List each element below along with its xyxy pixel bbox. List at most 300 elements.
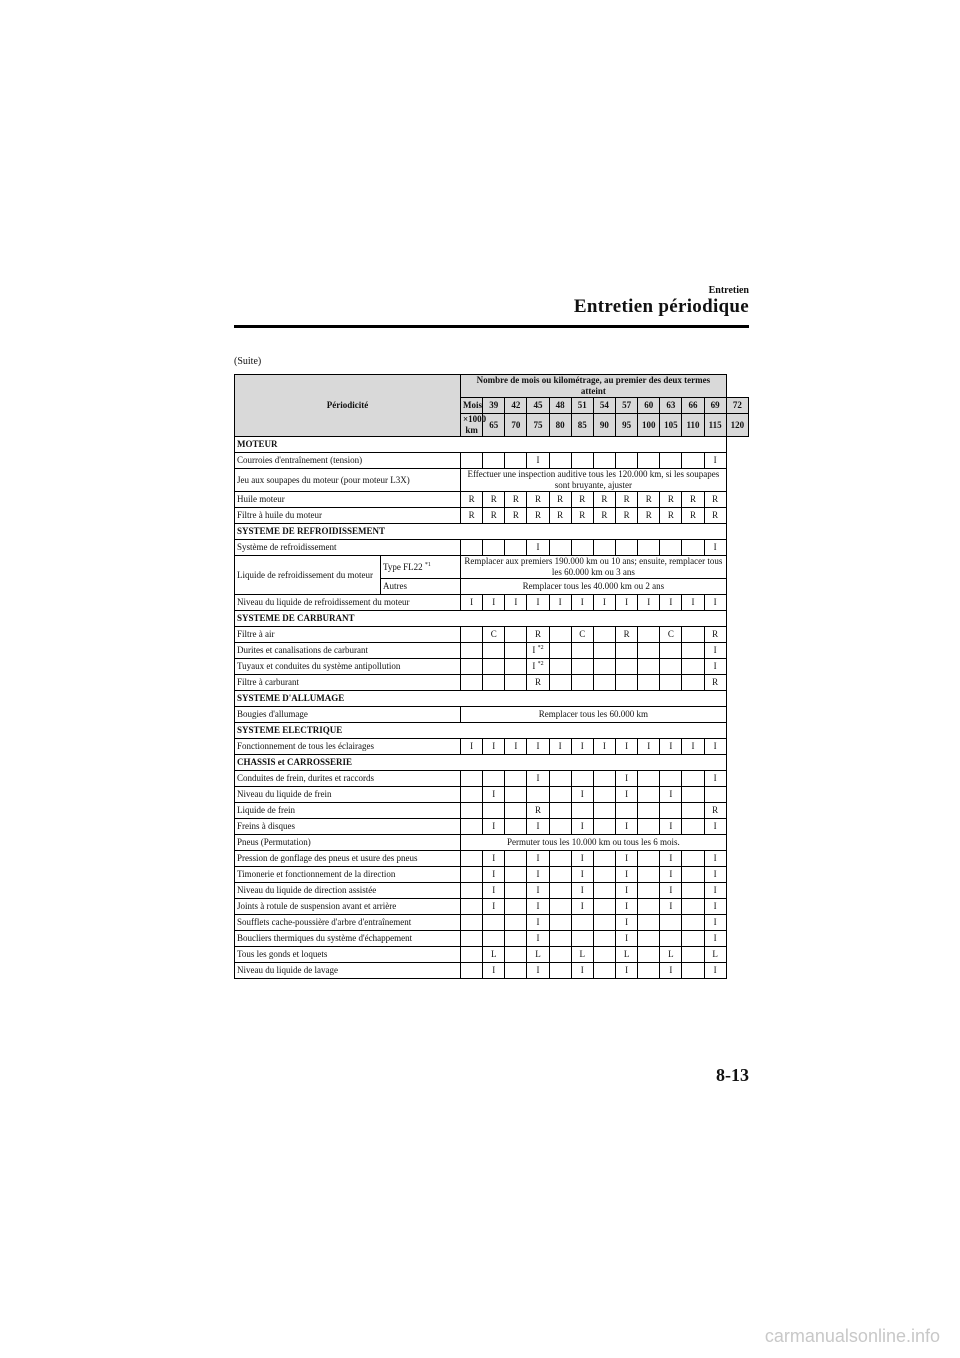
schedule-cell: [660, 931, 682, 947]
schedule-cell: [616, 627, 638, 643]
schedule-cell: [638, 739, 660, 755]
schedule-value: I: [625, 869, 629, 879]
schedule-cell: [483, 595, 505, 611]
schedule-value: I: [669, 869, 673, 879]
schedule-value: I: [713, 965, 717, 975]
item-label: Pression de gonflage des pneus et usure des pneus: [235, 851, 461, 867]
schedule-value: I: [492, 853, 496, 863]
item-label: Liquide de frein: [235, 803, 461, 819]
km-value: 70: [505, 414, 527, 437]
schedule-value: I: [492, 885, 496, 895]
schedule-value: I: [669, 741, 673, 751]
item-label: Filtre à air: [235, 627, 461, 643]
schedule-value: I: [713, 933, 717, 943]
table-row: [235, 915, 749, 931]
sub-type-label: [381, 556, 461, 579]
schedule-cell: [461, 508, 483, 524]
schedule-cell: [461, 453, 483, 469]
schedule-cell: [527, 787, 549, 803]
schedule-cell: [704, 595, 726, 611]
table-row: [235, 643, 749, 659]
schedule-value: I: [669, 965, 673, 975]
schedule-value: R: [667, 510, 674, 520]
schedule-value: I: [470, 741, 474, 751]
schedule-cell: [638, 492, 660, 508]
schedule-cell: [682, 739, 704, 755]
schedule-cell: [660, 867, 682, 883]
schedule-cell: [461, 771, 483, 787]
schedule-value: L: [668, 949, 674, 959]
schedule-cell: [638, 931, 660, 947]
schedule-cell: [704, 453, 726, 469]
schedule-value: I: [602, 741, 606, 751]
month-value: 54: [593, 398, 615, 414]
item-label: Niveau du liquide de refroidissement du moteur: [235, 595, 461, 611]
schedule-cell: [638, 540, 660, 556]
schedule-value: I: [625, 597, 629, 607]
schedule-cell: [527, 803, 549, 819]
schedule-cell: [616, 867, 638, 883]
schedule-value: R: [579, 494, 586, 504]
section-title: SYSTEME DE REFROIDISSEMENT: [235, 524, 727, 540]
schedule-cell: [593, 643, 615, 659]
schedule-cell: [461, 540, 483, 556]
schedule-value: R: [535, 494, 542, 504]
schedule-value: I: [669, 789, 673, 799]
km-value: 90: [593, 414, 615, 437]
schedule-cell: [704, 867, 726, 883]
section-row: [235, 691, 749, 707]
schedule-cell: [483, 931, 505, 947]
schedule-cell: [660, 899, 682, 915]
schedule-cell: [527, 771, 549, 787]
table-row: [235, 659, 749, 675]
month-value: 72: [726, 398, 748, 414]
schedule-cell: [571, 739, 593, 755]
schedule-cell: [616, 595, 638, 611]
schedule-cell: [638, 508, 660, 524]
item-label: Timonerie et fonctionnement de la direction: [235, 867, 461, 883]
schedule-cell: [616, 899, 638, 915]
schedule-cell: [505, 931, 527, 947]
schedule-cell: [505, 899, 527, 915]
schedule-value: I: [625, 917, 629, 927]
schedule-cell: [660, 508, 682, 524]
schedule-cell: [660, 643, 682, 659]
schedule-cell: [638, 787, 660, 803]
schedule-value: I: [580, 789, 584, 799]
schedule-cell: [638, 851, 660, 867]
schedule-cell: [682, 659, 704, 675]
schedule-cell: [505, 659, 527, 675]
item-label: Système de refroidissement: [235, 540, 461, 556]
schedule-cell: [461, 963, 483, 979]
schedule-cell: [704, 508, 726, 524]
schedule-value: I: [647, 741, 651, 751]
schedule-cell: [571, 595, 593, 611]
month-value: 45: [527, 398, 549, 414]
schedule-cell: [549, 819, 571, 835]
table-row: [235, 556, 749, 579]
schedule-cell: [549, 915, 571, 931]
schedule-cell: [571, 851, 593, 867]
schedule-value: I: [580, 853, 584, 863]
schedule-value: I: [713, 741, 717, 751]
schedule-cell: [660, 883, 682, 899]
schedule-value: I: [713, 917, 717, 927]
schedule-value: I: [580, 965, 584, 975]
schedule-value: R: [689, 494, 696, 504]
table-row: [235, 883, 749, 899]
schedule-cell: [682, 627, 704, 643]
schedule-cell: [682, 947, 704, 963]
schedule-value: I: [492, 741, 496, 751]
schedule-cell: [505, 595, 527, 611]
schedule-value: I: [536, 965, 540, 975]
schedule-cell: [505, 947, 527, 963]
schedule-cell: [549, 867, 571, 883]
schedule-cell: [461, 931, 483, 947]
item-label: Tuyaux et conduites du système antipollution: [235, 659, 461, 675]
schedule-value: I: [625, 901, 629, 911]
schedule-value: I: [580, 821, 584, 831]
schedule-value: R: [579, 510, 586, 520]
schedule-cell: [682, 963, 704, 979]
schedule-cell: [505, 492, 527, 508]
schedule-value: I: [514, 597, 518, 607]
schedule-cell: [682, 492, 704, 508]
schedule-value: R: [712, 629, 719, 639]
item-label: Conduites de frein, durites et raccords: [235, 771, 461, 787]
schedule-value: R: [623, 494, 630, 504]
schedule-cell: [549, 771, 571, 787]
schedule-value: I: [713, 645, 717, 655]
schedule-cell: [527, 931, 549, 947]
schedule-cell: [616, 771, 638, 787]
schedule-cell: [638, 595, 660, 611]
schedule-cell: [593, 883, 615, 899]
table-row: [235, 595, 749, 611]
schedule-cell: [682, 803, 704, 819]
schedule-value: I: [713, 869, 717, 879]
schedule-cell: [660, 659, 682, 675]
schedule-value: I: [625, 853, 629, 863]
table-row: [235, 453, 749, 469]
item-label: Filtre à carburant: [235, 675, 461, 691]
schedule-cell: [527, 643, 549, 659]
schedule-cell: [505, 643, 527, 659]
schedule-cell: [682, 787, 704, 803]
schedule-cell: [483, 771, 505, 787]
section-row: [235, 611, 749, 627]
schedule-cell: [593, 771, 615, 787]
schedule-value: R: [535, 629, 542, 639]
schedule-cell: [571, 819, 593, 835]
schedule-cell: [660, 595, 682, 611]
schedule-cell: [505, 787, 527, 803]
table-row: [235, 787, 749, 803]
schedule-value: I: [713, 853, 717, 863]
km-value: 115: [704, 414, 726, 437]
schedule-cell: [527, 492, 549, 508]
schedule-cell: [483, 739, 505, 755]
schedule-value: R: [645, 494, 652, 504]
schedule-value: R: [512, 510, 519, 520]
schedule-value: L: [535, 949, 541, 959]
schedule-value: I: [536, 933, 540, 943]
schedule-value: I: [713, 885, 717, 895]
schedule-cell: [638, 819, 660, 835]
schedule-cell: [571, 659, 593, 675]
schedule-cell: [461, 643, 483, 659]
schedule-cell: [660, 915, 682, 931]
footnote-ref: *2: [537, 645, 544, 651]
item-label: Joints à rotule de suspension avant et arrière: [235, 899, 461, 915]
schedule-cell: [461, 947, 483, 963]
table-row: [235, 819, 749, 835]
section-row: [235, 723, 749, 739]
item-label: Niveau du liquide de lavage: [235, 963, 461, 979]
schedule-cell: [682, 899, 704, 915]
table-row: [235, 803, 749, 819]
schedule-cell: [505, 883, 527, 899]
schedule-cell: [638, 453, 660, 469]
schedule-value: I: [580, 885, 584, 895]
schedule-cell: [704, 659, 726, 675]
schedule-cell: [549, 492, 571, 508]
schedule-cell: [682, 851, 704, 867]
schedule-cell: [616, 659, 638, 675]
schedule-value: R: [468, 510, 475, 520]
schedule-value: I: [536, 821, 540, 831]
schedule-cell: [704, 851, 726, 867]
schedule-cell: [571, 627, 593, 643]
schedule-cell: [682, 540, 704, 556]
schedule-value: I: [492, 597, 496, 607]
schedule-cell: [704, 540, 726, 556]
schedule-cell: [483, 883, 505, 899]
schedule-cell: [704, 883, 726, 899]
maintenance-schedule-table: [234, 374, 749, 979]
schedule-cell: [593, 851, 615, 867]
schedule-value: I: [713, 542, 717, 552]
schedule-cell: [593, 540, 615, 556]
schedule-value: I: [669, 901, 673, 911]
table-row: [235, 739, 749, 755]
schedule-cell: [549, 947, 571, 963]
schedule-value: C: [490, 629, 497, 639]
schedule-cell: [549, 453, 571, 469]
schedule-cell: [571, 963, 593, 979]
schedule-value: I: [492, 821, 496, 831]
schedule-cell: [660, 963, 682, 979]
schedule-cell: [483, 508, 505, 524]
schedule-value: R: [712, 510, 719, 520]
schedule-cell: [505, 771, 527, 787]
schedule-value: L: [490, 949, 497, 959]
schedule-cell: [682, 643, 704, 659]
table-row: [235, 675, 749, 691]
table-row: [235, 867, 749, 883]
schedule-cell: [461, 659, 483, 675]
table-row: [235, 508, 749, 524]
schedule-cell: [527, 915, 549, 931]
schedule-value: I: [532, 645, 536, 655]
schedule-cell: [682, 915, 704, 931]
schedule-cell: [549, 883, 571, 899]
schedule-value: I: [669, 885, 673, 895]
schedule-cell: [593, 595, 615, 611]
schedule-cell: [704, 931, 726, 947]
schedule-cell: [483, 915, 505, 931]
schedule-cell: [483, 947, 505, 963]
interval-text: Remplacer tous les 60.000 km: [461, 707, 727, 723]
schedule-cell: [549, 659, 571, 675]
schedule-value: C: [667, 629, 674, 639]
schedule-cell: [571, 899, 593, 915]
schedule-cell: [660, 771, 682, 787]
schedule-value: I: [532, 661, 536, 671]
schedule-cell: [527, 947, 549, 963]
sub-type-text: Autres: [383, 581, 407, 591]
schedule-cell: [527, 899, 549, 915]
schedule-cell: [638, 915, 660, 931]
schedule-cell: [660, 819, 682, 835]
km-value: 105: [660, 414, 682, 437]
km-value: 65: [483, 414, 505, 437]
schedule-cell: [505, 627, 527, 643]
schedule-value: I: [713, 455, 717, 465]
section-row: [235, 755, 749, 771]
maintenance-table-container: [234, 374, 749, 979]
schedule-cell: [638, 627, 660, 643]
schedule-cell: [638, 675, 660, 691]
schedule-cell: [571, 453, 593, 469]
schedule-cell: [483, 963, 505, 979]
schedule-cell: [593, 867, 615, 883]
interval-text: Effectuer une inspection auditive tous les 120.000 km, si les soupapes sont bruyante, ajuster: [461, 469, 727, 492]
schedule-cell: [616, 851, 638, 867]
schedule-value: R: [557, 510, 564, 520]
schedule-cell: [527, 867, 549, 883]
schedule-value: I: [536, 741, 540, 751]
schedule-value: I: [625, 821, 629, 831]
interval-text: Permuter tous les 10.000 km ou tous les 6 mois.: [461, 835, 727, 851]
schedule-cell: [549, 851, 571, 867]
schedule-value: I: [691, 741, 695, 751]
schedule-cell: [549, 675, 571, 691]
section-title: SYSTEME D'ALLUMAGE: [235, 691, 727, 707]
schedule-cell: [505, 540, 527, 556]
schedule-cell: [616, 915, 638, 931]
schedule-value: I: [625, 773, 629, 783]
schedule-cell: [616, 883, 638, 899]
schedule-cell: [571, 867, 593, 883]
schedule-cell: [505, 675, 527, 691]
schedule-cell: [483, 659, 505, 675]
schedule-cell: [571, 643, 593, 659]
schedule-cell: [638, 643, 660, 659]
schedule-cell: [593, 787, 615, 803]
month-value: 66: [682, 398, 704, 414]
section-title: SYSTEME ELECTRIQUE: [235, 723, 727, 739]
item-label: Liquide de refroidissement du moteur: [235, 556, 381, 595]
schedule-value: I: [713, 821, 717, 831]
schedule-cell: [616, 739, 638, 755]
schedule-cell: [593, 739, 615, 755]
schedule-cell: [704, 787, 726, 803]
table-row: [235, 963, 749, 979]
item-label: Boucliers thermiques du système d'échappement: [235, 931, 461, 947]
month-value: 39: [483, 398, 505, 414]
month-value: 48: [549, 398, 571, 414]
schedule-cell: [682, 508, 704, 524]
table-row: [235, 931, 749, 947]
schedule-value: I: [536, 885, 540, 895]
schedule-value: I: [625, 741, 629, 751]
schedule-cell: [461, 867, 483, 883]
item-label: Pneus (Permutation): [235, 835, 461, 851]
table-row: [235, 540, 749, 556]
schedule-value: R: [468, 494, 475, 504]
schedule-cell: [660, 739, 682, 755]
schedule-cell: [593, 508, 615, 524]
schedule-value: I: [536, 597, 540, 607]
schedule-cell: [549, 963, 571, 979]
schedule-value: R: [712, 494, 719, 504]
schedule-cell: [616, 540, 638, 556]
schedule-cell: [527, 595, 549, 611]
schedule-cell: [593, 915, 615, 931]
table-row: [235, 835, 749, 851]
schedule-cell: [549, 627, 571, 643]
schedule-cell: [483, 453, 505, 469]
interval-text: Remplacer aux premiers 190.000 km ou 10 ans; ensuite, remplacer tous les 60.000 km ou 3 ans: [461, 556, 727, 579]
schedule-value: R: [623, 510, 630, 520]
item-label: Courroies d'entraînement (tension): [235, 453, 461, 469]
schedule-value: I: [536, 917, 540, 927]
month-value: 60: [638, 398, 660, 414]
schedule-cell: [549, 508, 571, 524]
schedule-cell: [549, 931, 571, 947]
schedule-cell: [483, 675, 505, 691]
schedule-cell: [571, 540, 593, 556]
table-row: [235, 492, 749, 508]
schedule-cell: [527, 675, 549, 691]
periodicity-header: Périodicité: [235, 375, 461, 437]
schedule-cell: [704, 947, 726, 963]
schedule-cell: [461, 787, 483, 803]
schedule-cell: [571, 492, 593, 508]
schedule-value: L: [623, 949, 630, 959]
schedule-cell: [660, 492, 682, 508]
schedule-cell: [593, 627, 615, 643]
schedule-value: R: [601, 510, 608, 520]
item-label: Durites et canalisations de carburant: [235, 643, 461, 659]
schedule-cell: [527, 540, 549, 556]
schedule-cell: [527, 453, 549, 469]
km-value: 85: [571, 414, 593, 437]
schedule-cell: [616, 643, 638, 659]
schedule-cell: [682, 883, 704, 899]
page-title: Entretien périodique: [573, 296, 749, 317]
schedule-value: L: [579, 949, 586, 959]
km-value: 120: [726, 414, 748, 437]
schedule-cell: [660, 540, 682, 556]
schedule-cell: [616, 963, 638, 979]
section-title: MOTEUR: [235, 437, 727, 453]
schedule-cell: [638, 947, 660, 963]
